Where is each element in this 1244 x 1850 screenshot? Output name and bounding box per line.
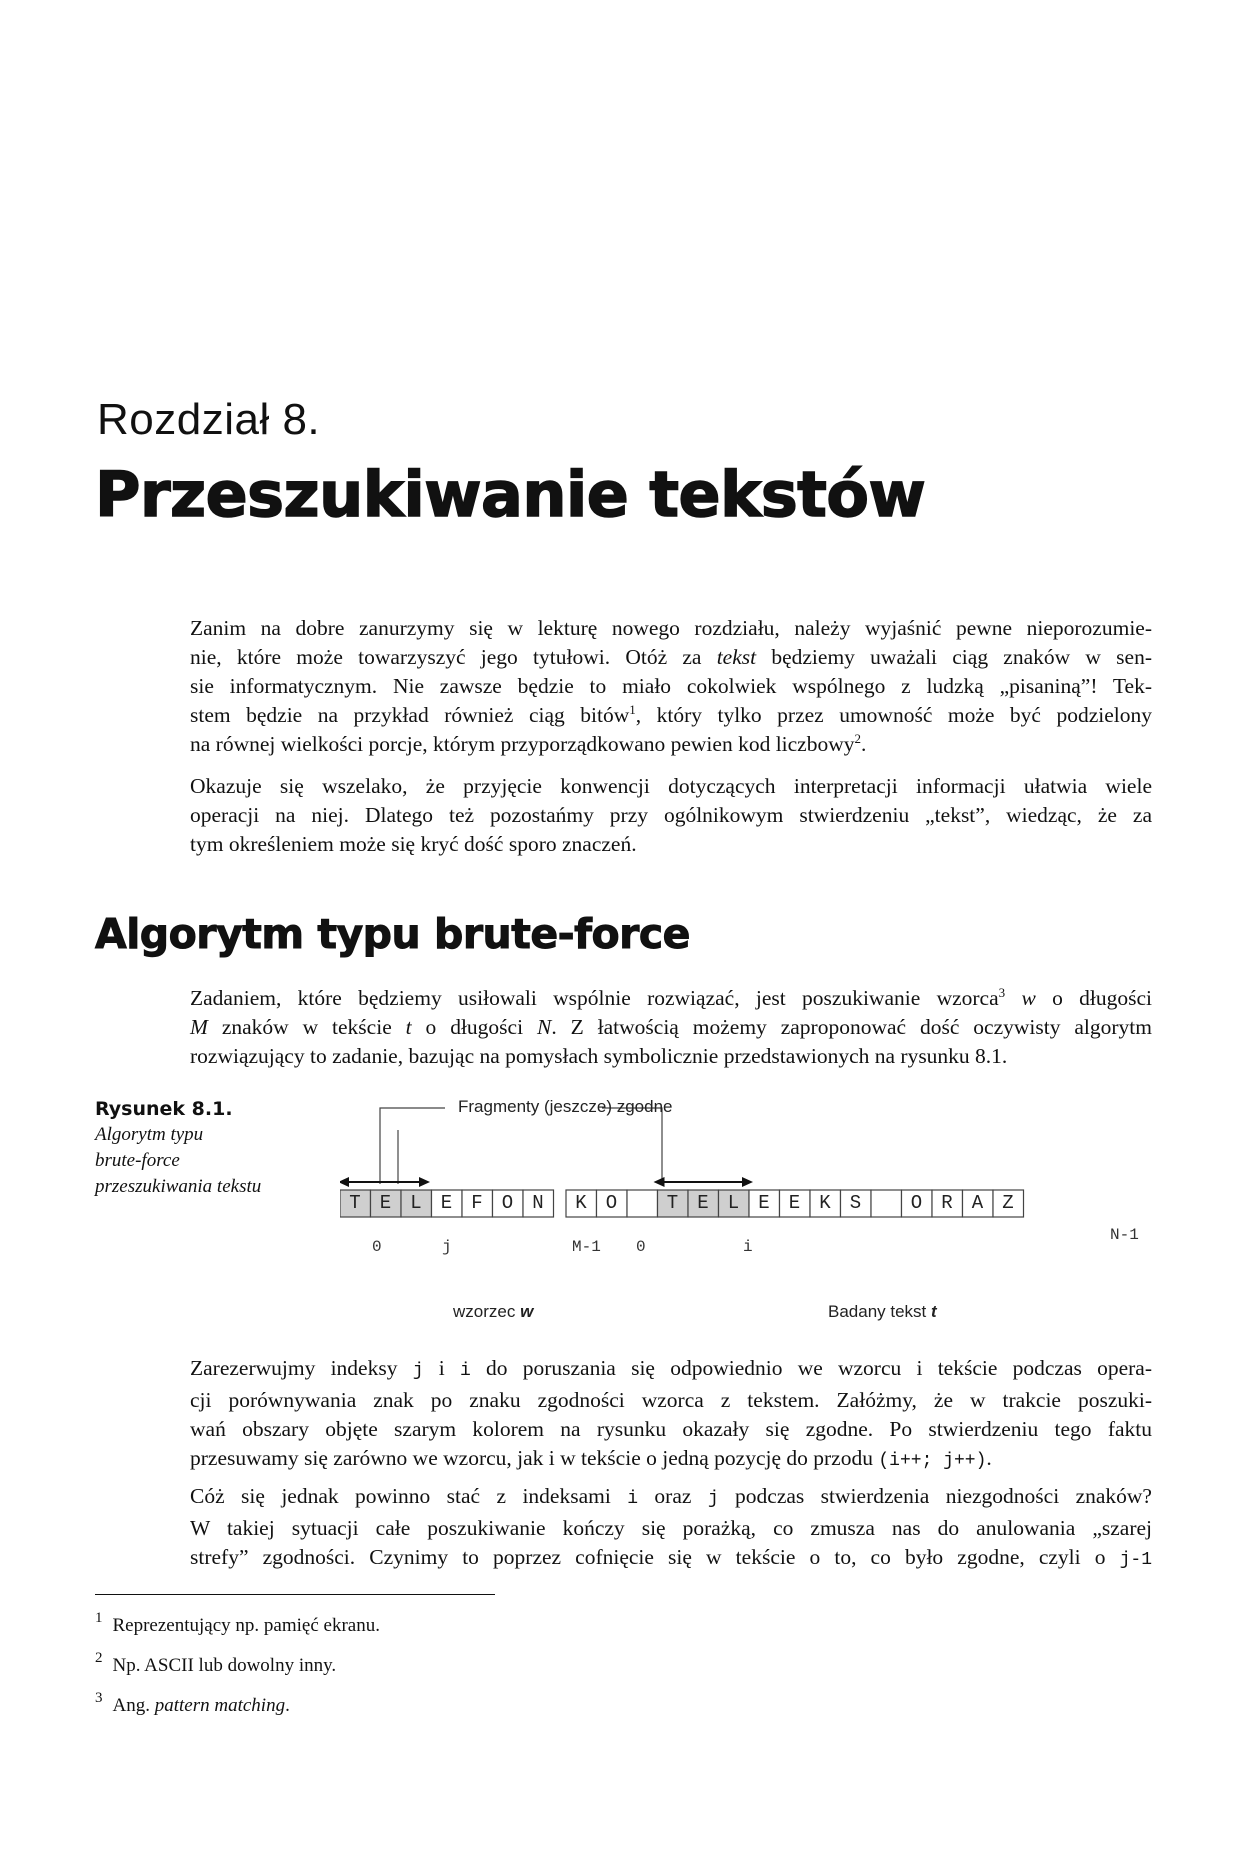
var-t: t: [405, 1015, 412, 1039]
chapter-title: Przeszukiwanie tekstów: [95, 458, 926, 531]
text-span: o długości: [1035, 986, 1153, 1010]
text-cell-char: Z: [1002, 1192, 1014, 1214]
text-span: nie, które może towarzyszyć jego tytułowi. Otóż za: [190, 645, 717, 669]
figure-brute-force: [340, 1090, 1160, 1330]
text-line: [190, 672, 1152, 701]
bracket-left: [380, 1108, 445, 1184]
text-span: W takiej sytuacji całe poszukiwanie kończy się porażką, co zmusza nas do anulowania „szarej: [190, 1516, 1152, 1540]
text-line: [190, 984, 1152, 1013]
text-span: i: [423, 1356, 460, 1380]
footnote-ref-1[interactable]: 1: [629, 702, 636, 717]
text-span: rozwiązujący to zadanie, bazując na pomysłach symbolicznie przedstawionych na rysunku 8.1.: [190, 1044, 1008, 1068]
text-cell-char: A: [971, 1192, 984, 1214]
text-cell: [627, 1190, 658, 1217]
pattern-cell-char: N: [532, 1192, 544, 1214]
text-span: o długości: [411, 1015, 537, 1039]
footnote-text: Np. ASCII lub dowolny inny.: [112, 1655, 337, 1676]
figure-top-label: Fragmenty (jeszcze) zgodne: [458, 1097, 673, 1116]
text-cell-char: L: [727, 1192, 740, 1214]
text-index-i: i: [743, 1238, 753, 1256]
text-index-zero: 0: [636, 1238, 646, 1256]
text-cell-char: T: [666, 1192, 679, 1214]
text-line: [190, 801, 1152, 830]
text-span: Cóż się jednak powinno stać z indeksami: [190, 1484, 628, 1508]
text-match-arrow-head-right: [742, 1177, 753, 1187]
text-span: oraz: [638, 1484, 708, 1508]
code-i: i: [627, 1489, 639, 1509]
text-line: [190, 830, 1152, 859]
code-j: j: [707, 1489, 719, 1509]
pattern-cell-char: L: [410, 1192, 422, 1214]
text-span: strefy” zgodności. Czynimy to poprzez cofnięcie się w tekście o to, co było zgodne, czyli o: [190, 1545, 1120, 1569]
text-match-arrow-head-left: [654, 1177, 665, 1187]
pattern-label-text: wzorzec: [453, 1302, 521, 1321]
pattern-label-var: w: [520, 1302, 534, 1321]
footnote-number: 1: [95, 1610, 103, 1626]
term-tekst: tekst: [716, 645, 757, 669]
text-cell-char: E: [788, 1192, 801, 1214]
chapter-label: Rozdział 8.: [97, 395, 321, 444]
text-line: [190, 1543, 1152, 1575]
footnote-ref-3[interactable]: 3: [998, 985, 1006, 1000]
code-j: j: [412, 1361, 424, 1381]
footnote-3: [95, 1686, 290, 1718]
text-cell-char: R: [941, 1192, 953, 1214]
text-span: na równej wielkości porcje, którym przyporządkowano pewien kod liczbowy: [190, 732, 855, 756]
pattern-match-arrow-head-left: [340, 1177, 349, 1187]
text-span: .: [861, 732, 867, 756]
text-cell-char: O: [605, 1192, 618, 1214]
section-paragraph-1: [190, 984, 1152, 1071]
text-line: [190, 1482, 1152, 1514]
text-cell-char: O: [910, 1192, 923, 1214]
text-span: stem będzie na przykład również ciąg bitów: [190, 703, 630, 727]
footnote-1: [95, 1606, 380, 1638]
var-w: w: [1005, 986, 1036, 1010]
pattern-index-m1: M-1: [572, 1238, 601, 1256]
text-span: przesuwamy się zarówno we wzorcu, jak i w tekście o jedną pozycję do przodu: [190, 1446, 879, 1470]
text-cell: [871, 1190, 902, 1217]
text-span: , który tylko przez umowność może być podzielony: [635, 703, 1152, 727]
section-title: Algorytm typu brute-force: [95, 910, 690, 958]
text-line: [190, 1514, 1152, 1543]
text-span: Zanim na dobre zanurzymy się w lekturę nowego rozdziału, należy wyjaśnić pewne nieporozumie-: [190, 616, 1152, 640]
text-span: znaków w tekście: [207, 1015, 406, 1039]
text-span: .: [986, 1446, 992, 1470]
text-cell-char: E: [758, 1192, 770, 1214]
text-span: operacji na niej. Dlatego też pozostańmy przy ogólnikowym stwierdzeniu „tekst”, wiedząc, że za: [190, 803, 1152, 827]
pattern-index-j: j: [442, 1238, 452, 1256]
footnote-text: Ang.: [112, 1695, 155, 1716]
text-label-text: Badany tekst: [828, 1302, 932, 1321]
text-line: [190, 1444, 1152, 1476]
text-line: [190, 701, 1152, 730]
text-line: [190, 614, 1152, 643]
text-span: Zarezerwujmy indeksy: [190, 1356, 413, 1380]
text-line: [190, 1354, 1152, 1386]
intro-paragraph-2: [190, 772, 1152, 859]
text-span: tym określeniem może się kryć dość sporo znaczeń.: [190, 832, 637, 856]
figure-caption-label: Rysunek 8.1.: [95, 1098, 233, 1120]
text-line: [190, 643, 1152, 672]
text-line: [190, 1415, 1152, 1444]
text-span: podczas stwierdzenia niezgodności znaków?: [718, 1484, 1152, 1508]
pattern-match-arrow-head-right: [419, 1177, 430, 1187]
text-index-n1: N-1: [1110, 1226, 1139, 1244]
pattern-cell-char: E: [440, 1192, 453, 1214]
text-span: będziemy uważali ciąg znaków w sen-: [756, 645, 1152, 669]
figure-caption-line: Algorytm typu: [95, 1124, 204, 1145]
pattern-cell-char: O: [501, 1192, 514, 1214]
text-line: [190, 772, 1152, 801]
pattern-cell-char: T: [349, 1192, 361, 1214]
code-j-minus-1: j-1: [1119, 1550, 1152, 1570]
text-span: cji porównywania znak po znaku zgodności wzorca z tekstem. Załóżmy, że w trakcie poszuki-: [190, 1388, 1152, 1412]
section-paragraph-2: [190, 1354, 1152, 1476]
footnote-number: 3: [95, 1690, 103, 1706]
figure-caption: [95, 1098, 295, 1200]
figure-caption-line: brute-force: [95, 1150, 180, 1171]
section-paragraph-3: [190, 1482, 1152, 1575]
bracket-right: [602, 1108, 662, 1184]
text-line: [190, 730, 1152, 759]
footnote-number: 2: [95, 1650, 103, 1666]
footnote-text: .: [285, 1695, 290, 1716]
text-span: do poruszania się odpowiednio we wzorcu i tekście podczas opera-: [470, 1356, 1152, 1380]
text-label-var: t: [931, 1302, 937, 1321]
intro-paragraph-1: [190, 614, 1152, 759]
text-span: Okazuje się wszelako, że przyjęcie konwencji dotyczących interpretacji informacji ułatwia wiele: [190, 774, 1152, 798]
text-cell-char: S: [849, 1192, 862, 1214]
footnote-2: [95, 1646, 336, 1678]
text-line: [190, 1386, 1152, 1415]
text-cell-char: K: [575, 1192, 587, 1214]
text-cell-char: K: [819, 1192, 831, 1214]
pattern-label: [453, 1302, 533, 1322]
text-span: sie informatycznym. Nie zawsze będzie to miało cokolwiek wspólnego z ludzką „pisaniną”! Tek-: [190, 674, 1152, 698]
figure-caption-line: przeszukiwania tekstu: [95, 1176, 262, 1197]
pattern-index-zero: 0: [372, 1238, 382, 1256]
text-cell-char: E: [697, 1192, 709, 1214]
pattern-cell-char: E: [379, 1192, 392, 1214]
pattern-cell-char: F: [471, 1192, 483, 1214]
text-line: [190, 1013, 1152, 1042]
var-n: N: [536, 1015, 552, 1039]
footnote-ref-2[interactable]: 2: [854, 731, 862, 746]
text-span: . Z łatwością możemy zaproponować dość oczywisty algorytm: [551, 1015, 1152, 1039]
footnote-italic: pattern matching: [154, 1695, 286, 1716]
text-line: [190, 1042, 1152, 1071]
code-i: i: [459, 1361, 471, 1381]
text-label: [828, 1302, 937, 1322]
text-span: wań obszary objęte szarym kolorem na rysunku okazały się zgodne. Po stwierdzeniu tego faktu: [190, 1417, 1152, 1441]
footnote-text: Reprezentujący np. pamięć ekranu.: [112, 1615, 380, 1636]
code-increment: (i++; j++): [878, 1451, 987, 1471]
text-span: Zadaniem, które będziemy usiłowali wspólnie rozwiązać, jest poszukiwanie wzorca: [190, 986, 999, 1010]
footnote-divider: [95, 1594, 495, 1595]
var-m: M: [190, 1015, 208, 1039]
